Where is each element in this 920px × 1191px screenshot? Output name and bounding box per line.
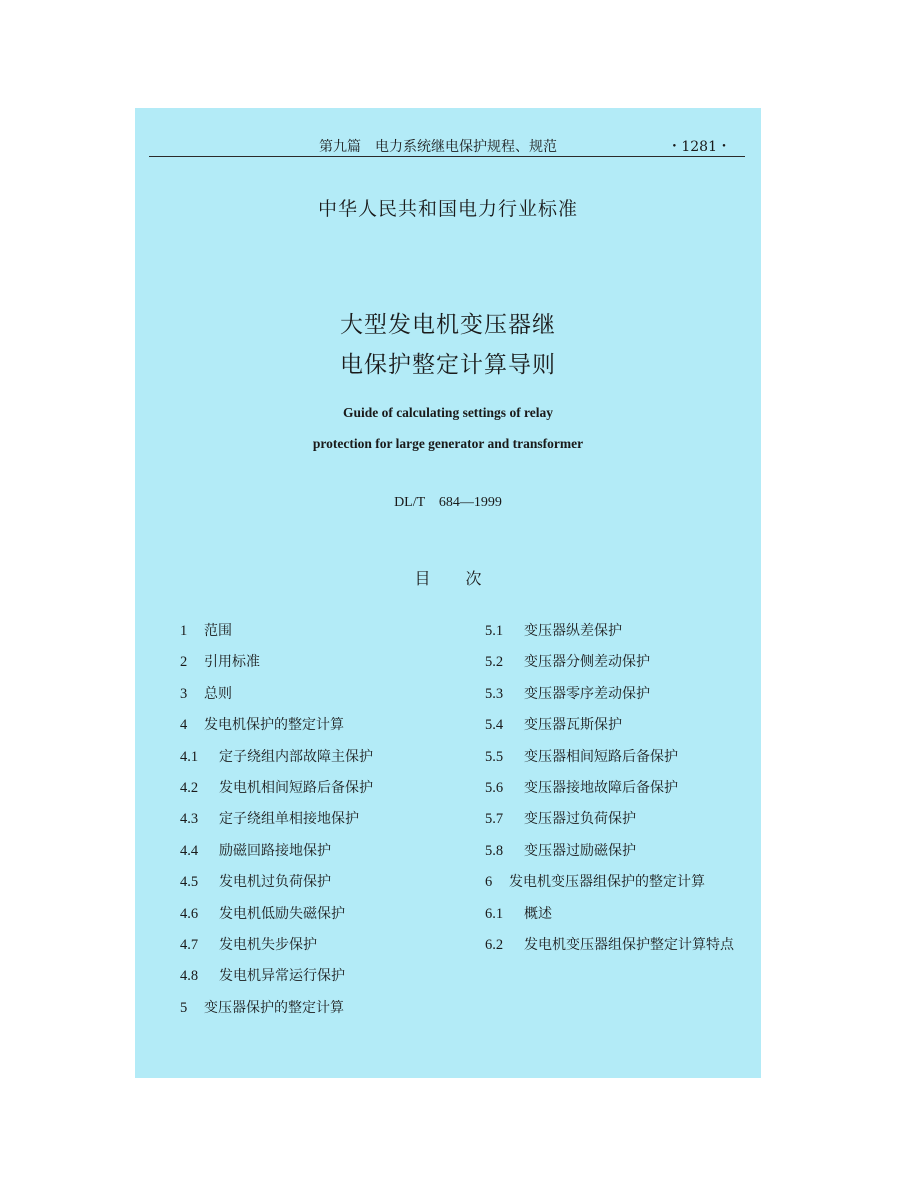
toc-item[interactable] bbox=[485, 777, 755, 808]
toc-item[interactable] bbox=[485, 840, 755, 871]
toc-item-number: 4.5 bbox=[180, 874, 199, 891]
english-title-line-1: Guide of calculating settings of relay bbox=[342, 405, 554, 420]
issuing-organization: 中华人民共和国电力行业标准 bbox=[317, 198, 578, 220]
toc-item-label: 发电机变压器组保护整定计算特点 bbox=[524, 936, 734, 953]
toc-item[interactable] bbox=[180, 777, 470, 808]
toc-item[interactable] bbox=[485, 746, 755, 777]
toc-item[interactable] bbox=[485, 651, 755, 682]
toc-item[interactable] bbox=[180, 620, 470, 651]
toc-item-number: 5.6 bbox=[485, 779, 504, 796]
header-title: 第九篇 电力系统继电保护规程、规范 bbox=[319, 139, 557, 155]
toc-item-label: 范围 bbox=[204, 623, 232, 639]
toc-item-number: 5.5 bbox=[485, 748, 504, 765]
toc-item[interactable] bbox=[180, 651, 470, 682]
toc-item-number: 5 bbox=[180, 999, 188, 1016]
toc-item[interactable] bbox=[180, 965, 470, 996]
toc-item-number: 4 bbox=[180, 717, 188, 734]
toc-item-label: 定子绕组内部故障主保护 bbox=[219, 748, 373, 765]
toc-item-label: 发电机过负荷保护 bbox=[219, 874, 331, 891]
toc-item-number: 2 bbox=[180, 654, 188, 671]
toc-item-number: 4.6 bbox=[180, 905, 199, 922]
toc-item-label: 变压器相间短路后备保护 bbox=[524, 748, 678, 765]
toc-item-label: 变压器过负荷保护 bbox=[524, 811, 636, 828]
toc-item-number: 4.1 bbox=[180, 748, 199, 765]
toc-item-number: 4.4 bbox=[180, 842, 199, 859]
toc-item-label: 变压器过励磁保护 bbox=[524, 842, 636, 859]
toc-item[interactable] bbox=[485, 934, 755, 961]
toc-item-number: 6.2 bbox=[485, 936, 504, 953]
toc-item-label: 发电机异常运行保护 bbox=[219, 968, 345, 985]
toc-item-label: 变压器纵差保护 bbox=[524, 623, 622, 639]
toc-item-label: 发电机变压器组保护的整定计算 bbox=[509, 874, 705, 891]
running-header bbox=[149, 134, 745, 157]
toc-item-number: 4.8 bbox=[180, 968, 199, 985]
toc-item-number: 4.7 bbox=[180, 936, 199, 953]
toc-item-number: 5.3 bbox=[485, 685, 504, 702]
toc-right-column bbox=[485, 620, 755, 961]
toc-item[interactable] bbox=[180, 746, 470, 777]
toc-item-label: 变压器瓦斯保护 bbox=[524, 717, 622, 734]
toc-item-label: 总则 bbox=[204, 685, 232, 702]
toc-item-number: 5.8 bbox=[485, 842, 504, 859]
toc-item-number: 5.4 bbox=[485, 717, 504, 734]
toc-item-label: 引用标准 bbox=[204, 654, 260, 671]
toc-item[interactable] bbox=[485, 620, 755, 651]
toc-item[interactable] bbox=[485, 683, 755, 714]
toc-item[interactable] bbox=[180, 934, 470, 965]
toc-item-number: 3 bbox=[180, 685, 188, 702]
toc-item[interactable] bbox=[180, 903, 470, 934]
toc-item-number: 6 bbox=[485, 874, 493, 891]
toc-item[interactable] bbox=[180, 683, 470, 714]
toc-item[interactable] bbox=[485, 808, 755, 839]
toc-left-column bbox=[180, 620, 470, 1028]
toc-item-number: 4.2 bbox=[180, 779, 199, 796]
toc-item-number: 1 bbox=[180, 623, 188, 639]
toc-item-label: 变压器分侧差动保护 bbox=[524, 654, 650, 671]
toc-item-label: 变压器零序差动保护 bbox=[524, 685, 650, 702]
toc-item-label: 变压器保护的整定计算 bbox=[204, 999, 344, 1016]
english-title-line-2: protection for large generator and transformer bbox=[312, 436, 584, 451]
chinese-title-line-1: 大型发电机变压器继 bbox=[340, 312, 556, 338]
toc-item-number: 5.2 bbox=[485, 654, 504, 671]
toc-item[interactable] bbox=[485, 714, 755, 745]
toc-heading: 目 次 bbox=[414, 569, 482, 588]
toc-item-number: 5.1 bbox=[485, 623, 504, 639]
toc-item[interactable] bbox=[180, 871, 470, 902]
toc-item-label: 发电机保护的整定计算 bbox=[204, 717, 344, 734]
toc-item-label: 定子绕组单相接地保护 bbox=[219, 811, 359, 828]
toc-item[interactable] bbox=[180, 997, 470, 1028]
standard-code: DL/T 684—1999 bbox=[394, 495, 502, 510]
toc-item[interactable] bbox=[485, 871, 755, 902]
toc-item-number: 6.1 bbox=[485, 905, 504, 922]
toc-item-number: 5.7 bbox=[485, 811, 504, 828]
toc-item-number: 4.3 bbox=[180, 811, 199, 828]
toc-item-label: 发电机相间短路后备保护 bbox=[219, 779, 373, 796]
toc-item-label: 发电机失步保护 bbox=[219, 936, 317, 953]
toc-item[interactable] bbox=[180, 808, 470, 839]
toc-item-label: 概述 bbox=[524, 905, 552, 922]
toc-item-label: 励磁回路接地保护 bbox=[219, 842, 331, 859]
toc-item-label: 发电机低励失磁保护 bbox=[219, 905, 345, 922]
document-page bbox=[135, 108, 761, 1078]
page-number: ・1281・ bbox=[667, 139, 731, 155]
toc-item-label: 变压器接地故障后备保护 bbox=[524, 779, 678, 796]
toc-item[interactable] bbox=[180, 714, 470, 745]
chinese-title-line-2: 电保护整定计算导则 bbox=[340, 352, 556, 378]
toc-item[interactable] bbox=[180, 840, 470, 871]
